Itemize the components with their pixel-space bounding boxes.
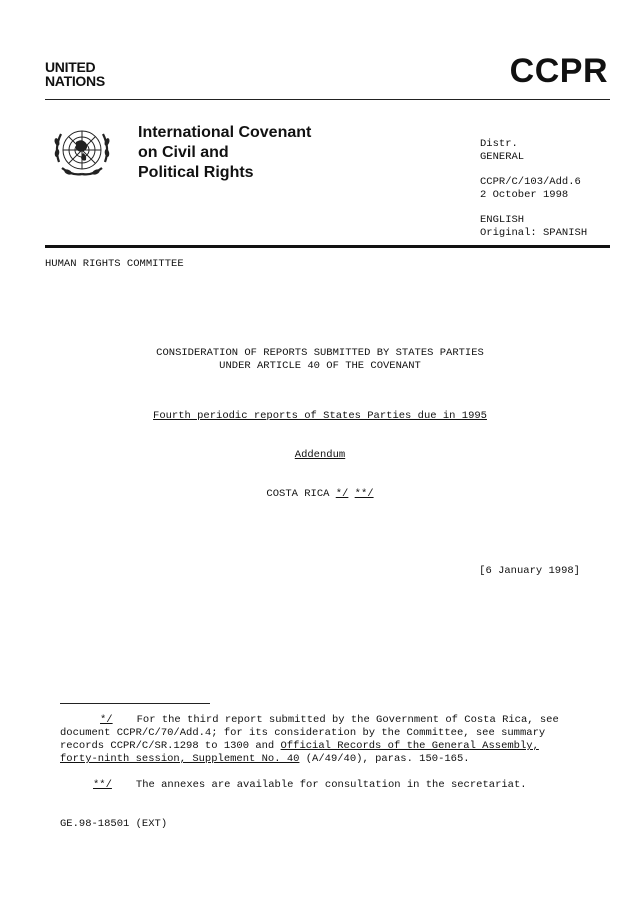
job-number: GE.98-18501 (EXT) [60, 818, 168, 830]
report-title-line-1: CONSIDERATION OF REPORTS SUBMITTED BY STATES PARTIES [156, 347, 484, 359]
distr-general: GENERAL [480, 151, 525, 163]
footnote-1 [60, 714, 580, 766]
distr-label: Distr. [480, 138, 518, 150]
footnote-2-mark: **/ [93, 779, 112, 791]
covenant-title-line-2: on Civil and [138, 144, 229, 161]
footnote-2 [60, 779, 580, 792]
report-title-line-2: UNDER ARTICLE 40 OF THE COVENANT [219, 360, 421, 372]
addendum-heading [0, 449, 640, 462]
un-wordmark [45, 60, 105, 88]
document-series-symbol: CCPR [509, 52, 608, 90]
covenant-title-line-3: Political Rights [138, 164, 254, 181]
footnote-1-mark: */ [100, 714, 113, 726]
footnote-2-text: The annexes are available for consultation in the secretariat. [135, 779, 527, 791]
country-name: COSTA RICA [266, 488, 330, 500]
report-date: [6 January 1998] [479, 565, 580, 577]
org-line-1: UNITED [45, 59, 96, 75]
doc-date: 2 October 1998 [480, 189, 569, 201]
report-subtitle-text: Fourth periodic reports of States Parties due in 1995 [153, 410, 487, 422]
footnote-1-reference: Official Records of the General Assembly, forty-ninth session, Supplement No. 40 [60, 740, 539, 765]
footnote-separator [60, 703, 210, 704]
covenant-title-line-1: International Covenant [138, 124, 312, 141]
doc-symbol: CCPR/C/103/Add.6 [480, 176, 581, 188]
header-bottom-rule [45, 245, 610, 248]
footnote-ref-2: **/ [354, 488, 374, 500]
report-subtitle [0, 410, 640, 423]
org-line-2: NATIONS [45, 73, 105, 89]
committee-name: HUMAN RIGHTS COMMITTEE [45, 258, 184, 270]
covenant-title [138, 123, 311, 183]
country-heading [0, 488, 640, 501]
un-emblem-icon [50, 122, 114, 182]
addendum-text: Addendum [294, 449, 346, 461]
header-rule [45, 99, 610, 100]
report-title [0, 347, 640, 373]
footnote-1-text-part1: For the third report submitted by the Government of Costa Rica, see document CCPR/C/70/Add.4; for its consideration by the Committee, see summary records CCPR/C/SR.1298 to 1300 and [60, 714, 559, 752]
distribution-block [480, 138, 587, 240]
doc-original-language: Original: SPANISH [480, 227, 588, 239]
footnote-1-text-part2: (A/49/40), paras. 150-165. [299, 753, 470, 765]
footnote-ref-1: */ [335, 488, 349, 500]
doc-language: ENGLISH [480, 214, 525, 226]
